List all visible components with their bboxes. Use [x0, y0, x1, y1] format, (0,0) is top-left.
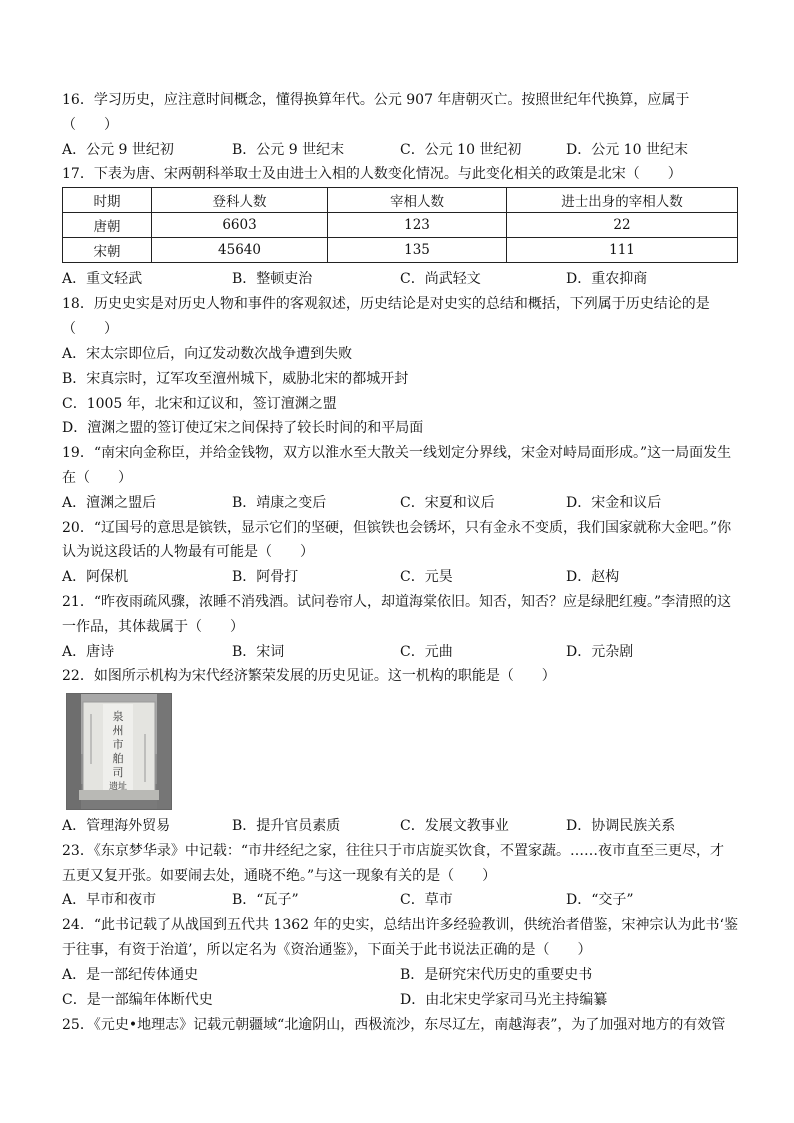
table-header-cell: 进士出身的宰相人数 [507, 188, 738, 213]
q18-option-b: B．宋真宗时，辽军攻至澶州城下，威胁北宋的都城开封 [62, 371, 409, 387]
q21-stem: 21．“昨夜雨疏风骤，浓睡不消残酒。试问卷帘人，却道海棠依旧。知否，知否？应是绿肥红瘦。”李清照的这 [62, 594, 732, 610]
q17-option-b: B．整顿吏治 [232, 271, 313, 287]
q23-option-c: C．草市 [400, 892, 453, 908]
q16-stem-cont: （ ） [62, 117, 118, 133]
table-cell: 123 [328, 213, 507, 238]
table-header-row [63, 188, 738, 213]
table-cell: 唐朝 [63, 213, 152, 238]
q19-stem-cont: 在（ ） [62, 470, 132, 486]
q23-option-b: B．“瓦子” [232, 892, 299, 908]
q21-option-b: B．宋词 [232, 644, 285, 660]
stele-photo [66, 693, 172, 810]
q24-option-b: B．是研究宋代历史的重要史书 [400, 967, 593, 983]
q23-stem: 23．《东京梦华录》中记载：“市井经纪之家，往往只于市店旋买饮食，不置家蔬。……夜市直至三更尽，才 [62, 843, 724, 859]
q21-stem-cont: 一作品，其体裁属于（ ） [62, 619, 244, 635]
table-row [63, 213, 738, 238]
svg-text:州: 州 [112, 724, 124, 737]
q21-option-d: D．元杂剧 [566, 644, 634, 660]
q22-option-b: B．提升官员素质 [232, 818, 341, 834]
q20-option-d: D．赵构 [566, 569, 620, 585]
q18-stem: 18．历史史实是对历史人物和事件的客观叙述，历史结论是对史实的总结和概括，下列属于历史结论的是 [62, 296, 710, 312]
q23-option-a: A．早市和夜市 [62, 892, 157, 908]
q23-stem-cont: 五更又复开张。如要闹去处，通晓不绝。”与这一现象有关的是（ ） [62, 868, 497, 884]
q22-option-d: D．协调民族关系 [566, 818, 676, 834]
table-header-cell: 时期 [63, 188, 152, 213]
q16-option-d: D．公元 10 世纪末 [566, 142, 688, 158]
table-cell: 宋朝 [63, 238, 152, 263]
q18-stem-cont: （ ） [62, 321, 118, 337]
table-header-cell: 宰相人数 [328, 188, 507, 213]
q20-option-a: A．阿保机 [62, 569, 129, 585]
q19-stem: 19．“南宋向金称臣，并给金钱物，双方以淮水至大散关一线划定分界线，宋金对峙局面形成。”这一局面发生 [62, 445, 732, 461]
table-cell: 6603 [152, 213, 328, 238]
q17-stem: 17．下表为唐、宋两朝科举取士及由进士入相的人数变化情况。与此变化相关的政策是北宋（ ） [62, 166, 682, 182]
q24-stem-cont: 于往事，有资于治道’，所以定名为《资治通鉴》，下面关于此书说法正确的是（ ） [62, 942, 592, 958]
q17-option-a: A．重文轻武 [62, 271, 143, 287]
q19-option-c: C．宋夏和议后 [400, 495, 495, 511]
q22-stem: 22．如图所示机构为宋代经济繁荣发展的历史见证。这一机构的职能是（ ） [62, 668, 556, 684]
table-cell: 135 [328, 238, 507, 263]
q18-option-c: C．1005 年，北宋和辽议和，签订澶渊之盟 [62, 396, 337, 412]
svg-text:泉: 泉 [112, 710, 124, 723]
svg-text:市: 市 [112, 738, 124, 751]
q16-option-c: C．公元 10 世纪初 [400, 142, 522, 158]
q16-option-b: B．公元 9 世纪末 [232, 142, 345, 158]
q22-option-a: A．管理海外贸易 [62, 818, 171, 834]
q21-option-a: A．唐诗 [62, 644, 115, 660]
q20-option-c: C．元昊 [400, 569, 453, 585]
q24-option-d: D．由北宋史学家司马光主持编纂 [400, 992, 608, 1008]
q20-stem: 20．“辽国号的意思是镔铁，显示它们的坚硬，但镔铁也会锈坏，只有金永不变质，我们国家就称大金吧。”你 [62, 520, 732, 536]
q16-option-a: A．公元 9 世纪初 [62, 142, 174, 158]
q17-option-c: C．尚武轻文 [400, 271, 481, 287]
q24-option-a: A．是一部纪传体通史 [62, 967, 199, 983]
q22-option-c: C．发展文教事业 [400, 818, 509, 834]
q18-option-a: A．宋太宗即位后，向辽发动数次战争遭到失败 [62, 346, 353, 362]
q19-option-a: A．澶渊之盟后 [62, 495, 157, 511]
q23-option-d: D．“交子” [566, 892, 634, 908]
q17-option-d: D．重农抑商 [566, 271, 648, 287]
table-cell: 22 [507, 213, 738, 238]
q24-option-c: C．是一部编年体断代史 [62, 992, 213, 1008]
q20-stem-cont: 认为说这段话的人物最有可能是（ ） [62, 544, 314, 560]
q19-option-d: D．宋金和议后 [566, 495, 662, 511]
svg-text:舶: 舶 [112, 752, 124, 765]
q16-stem: 16．学习历史，应注意时间概念，懂得换算年代。公元 907 年唐朝灭亡。按照世纪年代换算，应属于 [62, 92, 690, 108]
q24-stem: 24．“此书记载了从战国到五代共 1362 年的史实，总结出许多经验教训，供统治者借鉴，宋神宗认为此书‘鉴 [62, 917, 738, 933]
q25-stem: 25．《元史•地理志》记载元朝疆域“北逾阴山，西极流沙，东尽辽左，南越海表”，为了加强对地方的有效管 [62, 1017, 726, 1033]
q17-table [62, 187, 738, 263]
svg-text:遗址: 遗址 [108, 782, 128, 792]
table-cell: 111 [507, 238, 738, 263]
q21-option-c: C．元曲 [400, 644, 453, 660]
svg-text:司: 司 [112, 766, 124, 779]
table-cell: 45640 [152, 238, 328, 263]
q18-option-d: D．澶渊之盟的签订使辽宋之间保持了较长时间的和平局面 [62, 420, 424, 436]
q20-option-b: B．阿骨打 [232, 569, 299, 585]
table-row [63, 238, 738, 263]
stele-illustration [67, 694, 171, 809]
table-header-cell: 登科人数 [152, 188, 328, 213]
q19-option-b: B．靖康之变后 [232, 495, 327, 511]
